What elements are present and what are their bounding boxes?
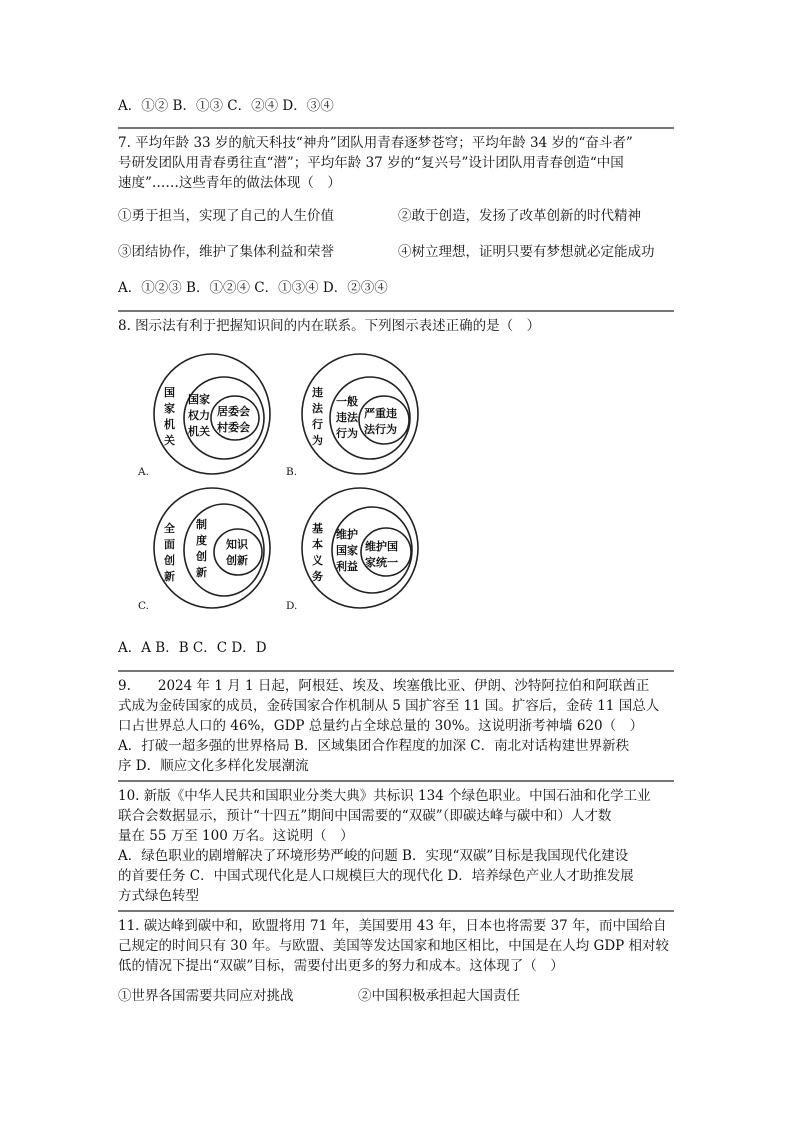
q7-statement: ④树立理想，证明只要有梦想就必定能成功 <box>398 244 655 260</box>
diagram-c-outer-char: 面 <box>164 538 175 551</box>
divider <box>118 910 674 912</box>
diagram-b-outer-char: 为 <box>312 434 323 447</box>
diagram-b-inner-line: 法行为 <box>364 423 397 436</box>
q7-stem-line: 速度”……这些青年的做法体现（ ） <box>118 175 341 191</box>
diagram-c-middle-char: 制 <box>196 518 207 531</box>
divider <box>118 127 674 129</box>
diagram-c-inner-line: 知识 <box>226 538 248 551</box>
diagram-c-middle-char: 度 <box>196 534 207 547</box>
q6-options: A．①② B．①③ C．②④ D．③④ <box>118 98 334 114</box>
diagram-d-middle-line: 国家 <box>336 544 358 557</box>
diagram-d-outer-char: 本 <box>312 538 323 551</box>
q10-line: 10. 新版《中华人民共和国职业分类大典》共标识 134 个绿色职业。中国石油和化学工业 <box>118 788 651 804</box>
diagram-d <box>300 484 420 614</box>
q11-statement: ①世界各国需要共同应对挑战 <box>118 988 294 1004</box>
q8-options: A．A B．B C．C D．D <box>118 640 267 656</box>
q7-stem-line: 7. 平均年龄 33 岁的航天科技“神舟”团队用青春逐梦苍穹；平均年龄 34 岁的“奋斗者” <box>118 135 633 151</box>
diagram-b <box>300 350 420 480</box>
diagram-a-inner-line: 村委会 <box>217 421 250 434</box>
diagram-a-letter: A. <box>138 466 149 478</box>
q11-line: 11. 碳达峰到碳中和，欧盟将用 71 年，美国要用 43 年，日本也将需要 37 年，而中国给自 <box>118 918 667 934</box>
divider <box>118 310 674 312</box>
q10-line: A．绿色职业的剧增解决了环境形势严峻的问题 B．实现“双碳”目标是我国现代化建设 <box>118 848 629 864</box>
diagram-d-outer-char: 务 <box>312 570 323 583</box>
diagram-d-middle-line: 利益 <box>336 560 358 573</box>
q7-statement: ③团结协作，维护了集体利益和荣誉 <box>118 244 334 260</box>
q7-statement: ①勇于担当，实现了自己的人生价值 <box>118 208 334 224</box>
q11-statement: ②中国积极承担起大国责任 <box>358 988 520 1004</box>
q9-line: 序 D．顺应文化多样化发展潮流 <box>118 758 309 774</box>
diagram-a-inner-line: 居委会 <box>217 405 250 418</box>
diagram-b-middle-line: 行为 <box>336 427 358 440</box>
diagram-a-outer-char: 机 <box>164 418 175 431</box>
q7-stem-line: 号研发团队用青春勇往直“潜”；平均年龄 37 岁的“复兴号”设计团队用青春创造“中国 <box>118 155 624 171</box>
q9-line: A．打破一超多强的世界格局 B．区域集团合作程度的加深 C．南北对话构建世界新秩 <box>118 738 630 754</box>
q11-line: 己规定的时间只有 30 年。与欧盟、美国等发达国家和地区相比，中国是在人均 GDP 相对较 <box>118 938 670 954</box>
diagram-b-letter: B. <box>286 466 298 478</box>
diagram-a-outer-char: 关 <box>164 434 175 447</box>
diagram-b-outer-char: 行 <box>312 418 323 431</box>
diagram-b-inner-line: 严重违 <box>364 407 397 420</box>
q10-line: 量在 55 万至 100 万名。这说明（ ） <box>118 828 354 844</box>
q9-line: 口占世界总人口的 46%，GDP 总量约占全球总量的 30%。这说明浙考神墙 620（ ） <box>118 718 644 734</box>
divider <box>118 670 674 672</box>
q7-options: A．①②③ B．①②④ C．①③④ D．②③④ <box>118 280 388 296</box>
q10-line: 方式绿色转型 <box>118 888 199 904</box>
diagram-c-middle-char: 创 <box>196 550 207 563</box>
diagram-c <box>152 484 272 614</box>
diagram-c-inner-line: 创新 <box>226 554 248 567</box>
diagram-d-middle-line: 维护 <box>336 528 358 541</box>
q11-line: 低的情况下提出“双碳”目标，需要付出更多的努力和成本。这体现了（ ） <box>118 958 564 974</box>
diagram-a-middle-line: 国家 <box>188 393 210 406</box>
diagram-b-outer-char: 违 <box>312 386 323 399</box>
divider <box>118 780 674 782</box>
q7-statement: ②敢于创造，发扬了改革创新的时代精神 <box>398 208 641 224</box>
diagram-a-middle-line: 权力 <box>188 409 210 422</box>
diagram-d-outer-char: 义 <box>312 554 323 567</box>
diagram-b-middle-line: 一般 <box>336 395 358 408</box>
diagram-a-middle-line: 机关 <box>188 425 210 438</box>
diagram-b-outer-char: 法 <box>312 402 323 415</box>
diagram-c-outer-char: 全 <box>164 522 175 535</box>
q9-line: 9. 2024 年 1 月 1 日起，阿根廷、埃及、埃塞俄比亚、伊朗、沙特阿拉伯和阿联酋正 <box>118 678 650 694</box>
q9-line: 式成为金砖国家的成员，金砖国家合作机制从 5 国扩容至 11 国。扩容后，金砖 11 国总人 <box>118 698 660 714</box>
q10-line: 的首要任务 C．中国式现代化是人口规模巨大的现代化 D．培养绿色产业人才助推发展 <box>118 868 634 884</box>
q10-line: 联合会数据显示，预计“十四五”期间中国需要的“双碳”（即碳达峰与碳中和）人才数 <box>118 808 612 824</box>
diagram-a <box>152 350 272 480</box>
diagram-a-outer-char: 家 <box>164 402 175 415</box>
q8-stem: 8. 图示法有利于把握知识间的内在联系。下列图示表述正确的是（ ） <box>118 318 541 334</box>
diagram-c-outer-char: 新 <box>164 570 175 583</box>
diagram-d-inner-line: 家统一 <box>365 556 398 569</box>
diagram-d-letter: D. <box>286 600 298 612</box>
diagram-c-middle-char: 新 <box>196 566 207 579</box>
diagram-a-outer-char: 国 <box>164 386 175 399</box>
diagram-d-inner-line: 维护国 <box>365 540 398 553</box>
diagram-b-middle-line: 违法 <box>336 411 358 424</box>
diagram-c-letter: C. <box>138 600 149 612</box>
diagram-c-outer-char: 创 <box>164 554 175 567</box>
diagram-d-outer-char: 基 <box>312 522 323 535</box>
